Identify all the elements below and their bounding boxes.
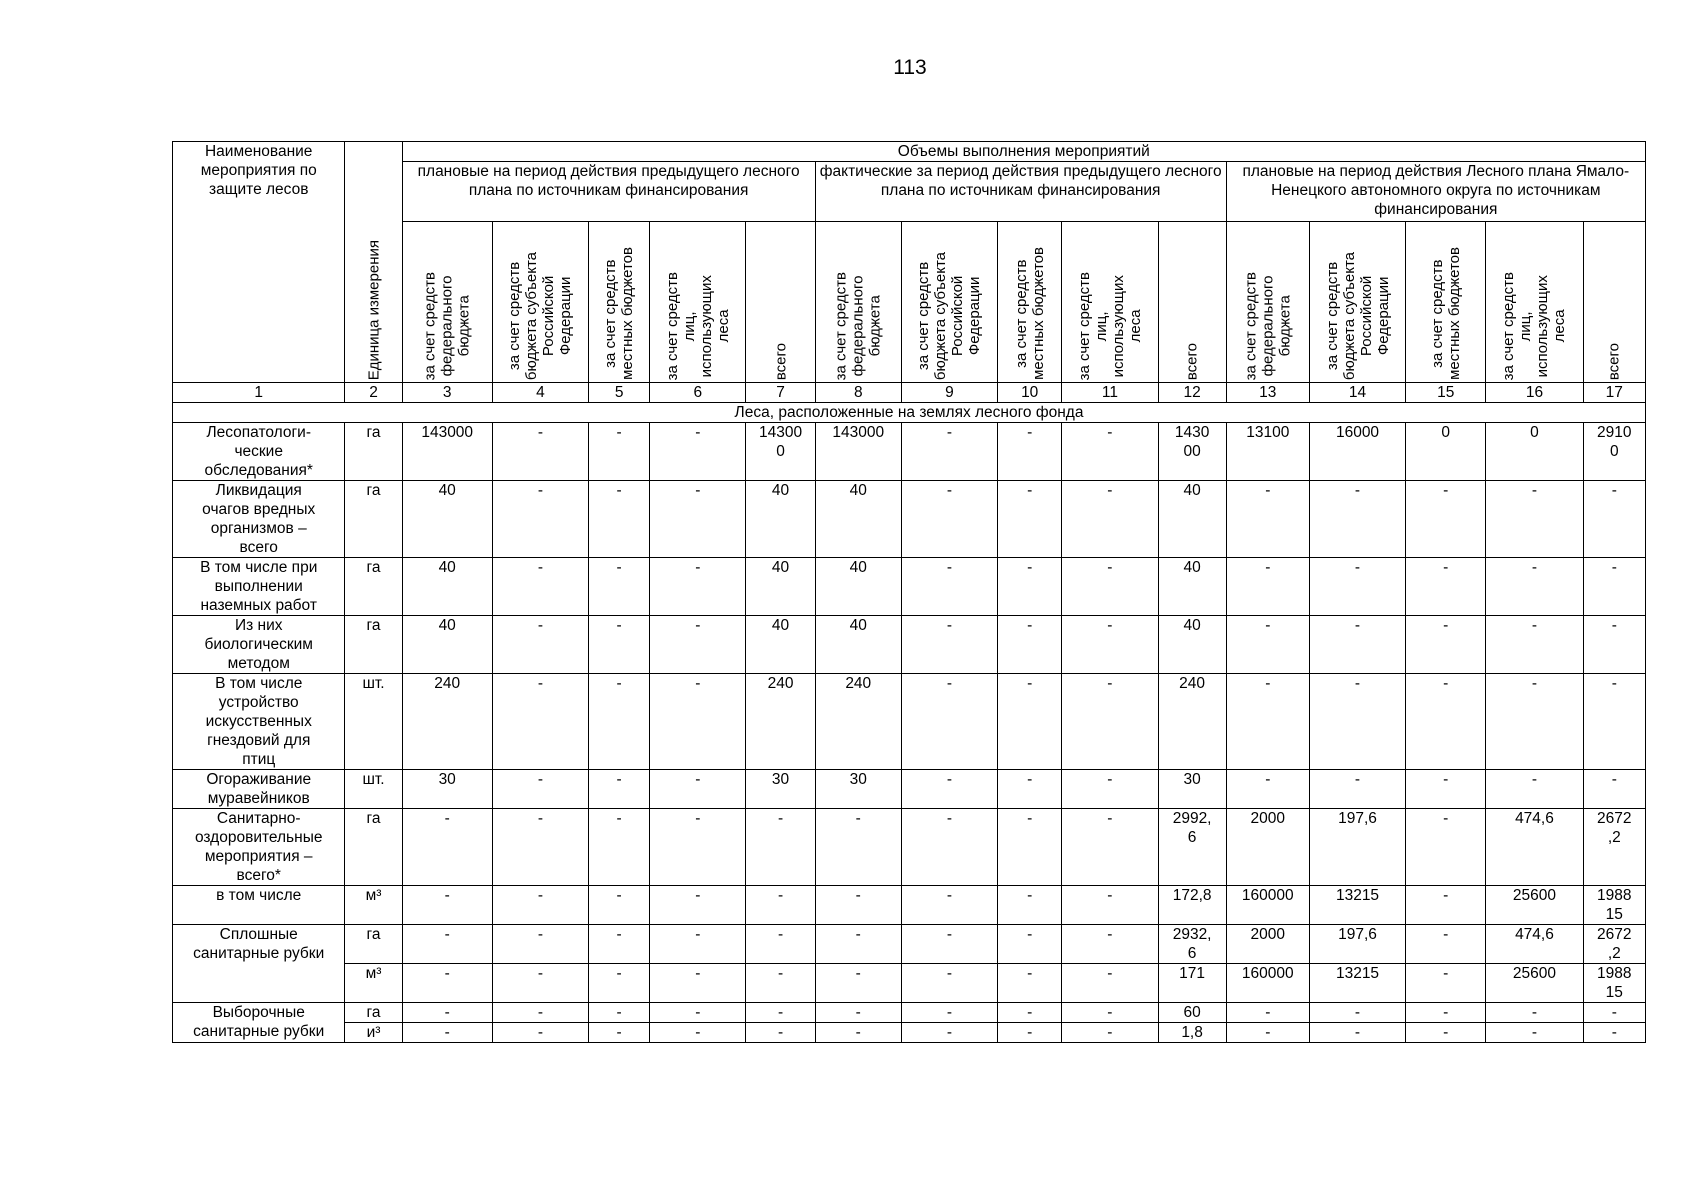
row-value: - xyxy=(650,925,746,964)
row-value: 40 xyxy=(746,558,815,616)
row-value: - xyxy=(1062,616,1158,674)
row-value: - xyxy=(1062,809,1158,886)
header-sub-subject: за счет средств бюджета субъекта Российской Федерации xyxy=(492,222,588,383)
table-row xyxy=(173,1003,1646,1023)
row-value: - xyxy=(1226,616,1309,674)
row-value: - xyxy=(998,674,1062,770)
row-name: в том числе xyxy=(173,886,345,925)
column-number: 9 xyxy=(901,383,997,403)
row-value: - xyxy=(589,925,650,964)
row-value: - xyxy=(650,964,746,1003)
column-number: 11 xyxy=(1062,383,1158,403)
row-unit: м³ xyxy=(345,964,402,1003)
row-name: Ликвидация очагов вредных организмов – всего xyxy=(173,481,345,558)
row-value: - xyxy=(492,925,588,964)
row-value: - xyxy=(1486,770,1583,809)
row-value: - xyxy=(1406,964,1486,1003)
row-value: - xyxy=(650,616,746,674)
row-unit: шт. xyxy=(345,674,402,770)
row-value: 143000 xyxy=(402,423,492,481)
header-sub-federal: за счет средств федерального бюджета xyxy=(402,222,492,383)
row-value: - xyxy=(1309,1023,1405,1043)
row-value: 2672 ,2 xyxy=(1583,809,1645,886)
row-unit: шт. xyxy=(345,770,402,809)
row-value: - xyxy=(1486,1003,1583,1023)
row-value: - xyxy=(1583,481,1645,558)
row-value: 240 xyxy=(746,674,815,770)
row-name: Санитарно- оздоровительные мероприятия – всего* xyxy=(173,809,345,886)
row-value: - xyxy=(492,423,588,481)
header-sub-local: за счет средств местных бюджетов xyxy=(589,222,650,383)
row-value: 474,6 xyxy=(1486,925,1583,964)
row-name: Выборочные санитарные рубки xyxy=(173,1003,345,1043)
row-value: 197,6 xyxy=(1309,925,1405,964)
row-value: - xyxy=(650,423,746,481)
row-value: - xyxy=(998,770,1062,809)
column-number: 5 xyxy=(589,383,650,403)
header-sub-local: за счет средств местных бюджетов xyxy=(1406,222,1486,383)
row-value: - xyxy=(998,1003,1062,1023)
row-value: - xyxy=(589,481,650,558)
row-value: - xyxy=(492,481,588,558)
row-value: - xyxy=(815,1023,901,1043)
row-value: 40 xyxy=(402,481,492,558)
row-value: - xyxy=(650,770,746,809)
row-value: - xyxy=(1406,558,1486,616)
header-group-new-plan: плановые на период действия Лесного плана Ямало-Ненецкого автономного округа по источникам финансирования xyxy=(1226,162,1645,222)
row-value: - xyxy=(1226,674,1309,770)
row-unit: га xyxy=(345,925,402,964)
row-value: 143000 xyxy=(815,423,901,481)
row-value: 2910 0 xyxy=(1583,423,1645,481)
row-value: 40 xyxy=(815,481,901,558)
table-row xyxy=(173,423,1646,481)
row-value: 197,6 xyxy=(1309,809,1405,886)
row-value: - xyxy=(815,886,901,925)
row-value: 1,8 xyxy=(1158,1023,1226,1043)
row-value: - xyxy=(998,964,1062,1003)
row-value: - xyxy=(901,423,997,481)
row-value: 40 xyxy=(402,616,492,674)
row-value: - xyxy=(1583,1023,1645,1043)
row-value: - xyxy=(1062,770,1158,809)
column-number: 12 xyxy=(1158,383,1226,403)
row-name: В том числе при выполнении наземных работ xyxy=(173,558,345,616)
row-name: Сплошные санитарные рубки xyxy=(173,925,345,1003)
row-value: - xyxy=(1406,1023,1486,1043)
row-value: - xyxy=(589,1023,650,1043)
row-value: 1988 15 xyxy=(1583,886,1645,925)
row-value: 30 xyxy=(746,770,815,809)
row-value: - xyxy=(1226,558,1309,616)
row-value: 172,8 xyxy=(1158,886,1226,925)
row-value: - xyxy=(492,616,588,674)
row-value: 13100 xyxy=(1226,423,1309,481)
row-value: - xyxy=(589,558,650,616)
row-value: - xyxy=(998,481,1062,558)
header-sub-federal: за счет средств федерального бюджета xyxy=(815,222,901,383)
header-sub-total: всего xyxy=(746,222,815,383)
row-value: - xyxy=(1406,616,1486,674)
row-value: - xyxy=(402,964,492,1003)
column-number: 13 xyxy=(1226,383,1309,403)
row-value: - xyxy=(746,809,815,886)
header-sub-total: всего xyxy=(1158,222,1226,383)
row-value: - xyxy=(402,1023,492,1043)
row-value: 14300 0 xyxy=(746,423,815,481)
row-value: - xyxy=(1486,1023,1583,1043)
row-value: - xyxy=(901,809,997,886)
row-value: 474,6 xyxy=(1486,809,1583,886)
header-sub-persons: за счет средств лиц, использующих леса xyxy=(1062,222,1158,383)
row-value: - xyxy=(901,674,997,770)
column-number: 17 xyxy=(1583,383,1645,403)
row-name: Лесопатологи- ческие обследования* xyxy=(173,423,345,481)
row-value: - xyxy=(746,964,815,1003)
row-value: 1988 15 xyxy=(1583,964,1645,1003)
row-value: - xyxy=(650,886,746,925)
column-number: 6 xyxy=(650,383,746,403)
table-row xyxy=(173,964,1646,1003)
row-value: - xyxy=(650,558,746,616)
row-value: 40 xyxy=(402,558,492,616)
row-value: - xyxy=(650,481,746,558)
row-value: 0 xyxy=(1486,423,1583,481)
row-value: - xyxy=(1062,558,1158,616)
row-value: 13215 xyxy=(1309,964,1405,1003)
header-volumes: Объемы выполнения мероприятий xyxy=(402,142,1645,162)
row-value: - xyxy=(589,423,650,481)
row-value: - xyxy=(492,1023,588,1043)
header-sub-persons: за счет средств лиц, использующих леса xyxy=(650,222,746,383)
row-value: - xyxy=(1406,886,1486,925)
row-value: 240 xyxy=(1158,674,1226,770)
row-value: 40 xyxy=(1158,616,1226,674)
row-value: - xyxy=(492,1003,588,1023)
table-row xyxy=(173,770,1646,809)
row-value: - xyxy=(589,964,650,1003)
row-value: - xyxy=(1406,674,1486,770)
row-value: - xyxy=(1062,1003,1158,1023)
row-value: - xyxy=(901,481,997,558)
row-value: - xyxy=(815,809,901,886)
row-value: - xyxy=(1226,1003,1309,1023)
table-row xyxy=(173,1023,1646,1043)
row-value: - xyxy=(1406,925,1486,964)
header-group-prev-fact: фактические за период действия предыдущего лесного плана по источникам финансирования xyxy=(815,162,1226,222)
row-value: - xyxy=(1062,1023,1158,1043)
row-value: - xyxy=(746,1003,815,1023)
row-value: - xyxy=(901,886,997,925)
table-row xyxy=(173,674,1646,770)
row-value: - xyxy=(815,1003,901,1023)
header-sub-subject: за счет средств бюджета субъекта Российской Федерации xyxy=(1309,222,1405,383)
row-value: - xyxy=(1062,886,1158,925)
row-value: 40 xyxy=(1158,481,1226,558)
row-value: - xyxy=(650,1023,746,1043)
row-value: 30 xyxy=(402,770,492,809)
row-value: - xyxy=(402,925,492,964)
row-value: - xyxy=(901,1003,997,1023)
row-value: - xyxy=(1062,481,1158,558)
row-value: - xyxy=(1226,770,1309,809)
row-value: - xyxy=(402,1003,492,1023)
page-number: 113 xyxy=(893,56,927,79)
row-value: - xyxy=(901,558,997,616)
row-value: - xyxy=(1309,558,1405,616)
row-value: - xyxy=(1583,616,1645,674)
row-value: 160000 xyxy=(1226,886,1309,925)
row-unit: га xyxy=(345,423,402,481)
table-row xyxy=(173,481,1646,558)
row-value: 2000 xyxy=(1226,925,1309,964)
row-value: - xyxy=(492,770,588,809)
column-number: 3 xyxy=(402,383,492,403)
row-unit: и³ xyxy=(345,1023,402,1043)
row-value: 40 xyxy=(746,481,815,558)
column-number: 10 xyxy=(998,383,1062,403)
column-number: 14 xyxy=(1309,383,1405,403)
column-number: 7 xyxy=(746,383,815,403)
row-unit: га xyxy=(345,481,402,558)
header-unit-col: Единица измерения xyxy=(345,142,402,383)
row-value: 40 xyxy=(746,616,815,674)
header-sub-federal: за счет средств федерального бюджета xyxy=(1226,222,1309,383)
header-sub-local: за счет средств местных бюджетов xyxy=(998,222,1062,383)
row-value: - xyxy=(1406,770,1486,809)
row-value: 30 xyxy=(1158,770,1226,809)
row-value: 25600 xyxy=(1486,964,1583,1003)
row-value: - xyxy=(1406,1003,1486,1023)
row-value: 40 xyxy=(815,558,901,616)
column-number-row xyxy=(173,383,1646,403)
column-number: 15 xyxy=(1406,383,1486,403)
column-number: 1 xyxy=(173,383,345,403)
row-value: 40 xyxy=(1158,558,1226,616)
row-value: - xyxy=(650,1003,746,1023)
column-number: 4 xyxy=(492,383,588,403)
row-value: - xyxy=(1583,770,1645,809)
table-row xyxy=(173,558,1646,616)
row-value: 40 xyxy=(815,616,901,674)
row-value: - xyxy=(998,558,1062,616)
row-value: - xyxy=(1309,770,1405,809)
row-value: - xyxy=(1486,481,1583,558)
row-value: - xyxy=(650,809,746,886)
row-value: - xyxy=(998,423,1062,481)
row-value: 240 xyxy=(815,674,901,770)
row-name: Огораживание муравейников xyxy=(173,770,345,809)
row-value: - xyxy=(1062,674,1158,770)
table-row xyxy=(173,925,1646,964)
row-name: Из них биологическим методом xyxy=(173,616,345,674)
row-value: 0 xyxy=(1406,423,1486,481)
row-value: - xyxy=(1406,809,1486,886)
table-row xyxy=(173,809,1646,886)
row-value: - xyxy=(492,674,588,770)
row-value: - xyxy=(589,770,650,809)
row-value: 171 xyxy=(1158,964,1226,1003)
column-number: 8 xyxy=(815,383,901,403)
row-value: - xyxy=(998,616,1062,674)
row-value: - xyxy=(998,809,1062,886)
row-value: - xyxy=(1486,558,1583,616)
forest-protection-table xyxy=(172,141,1646,1043)
row-value: 240 xyxy=(402,674,492,770)
row-value: 16000 xyxy=(1309,423,1405,481)
row-unit: га xyxy=(345,558,402,616)
row-value: - xyxy=(402,886,492,925)
row-value: 2992, 6 xyxy=(1158,809,1226,886)
row-value: - xyxy=(998,1023,1062,1043)
row-value: - xyxy=(746,886,815,925)
row-value: 13215 xyxy=(1309,886,1405,925)
row-value: 2932, 6 xyxy=(1158,925,1226,964)
row-value: - xyxy=(901,770,997,809)
row-value: - xyxy=(402,809,492,886)
row-unit: м³ xyxy=(345,886,402,925)
row-value: 25600 xyxy=(1486,886,1583,925)
row-value: - xyxy=(901,616,997,674)
row-value: - xyxy=(815,925,901,964)
row-unit: га xyxy=(345,809,402,886)
table-row xyxy=(173,616,1646,674)
row-value: 2000 xyxy=(1226,809,1309,886)
row-value: 60 xyxy=(1158,1003,1226,1023)
row-value: - xyxy=(1309,674,1405,770)
row-value: - xyxy=(901,1023,997,1043)
row-value: - xyxy=(746,925,815,964)
row-value: - xyxy=(492,886,588,925)
row-value: - xyxy=(901,925,997,964)
row-value: - xyxy=(650,674,746,770)
row-value: - xyxy=(1062,925,1158,964)
row-value: - xyxy=(1226,481,1309,558)
column-number: 16 xyxy=(1486,383,1583,403)
row-value: - xyxy=(492,964,588,1003)
row-value: - xyxy=(1062,423,1158,481)
row-value: - xyxy=(589,674,650,770)
row-value: - xyxy=(1309,616,1405,674)
table-row xyxy=(173,886,1646,925)
row-value: - xyxy=(901,964,997,1003)
row-value: - xyxy=(589,809,650,886)
row-value: - xyxy=(1486,674,1583,770)
row-value: - xyxy=(589,1003,650,1023)
row-name: В том числе устройство искусственных гнездовий для птиц xyxy=(173,674,345,770)
row-value: - xyxy=(1309,481,1405,558)
row-value: - xyxy=(589,886,650,925)
row-value: - xyxy=(492,558,588,616)
row-value: 160000 xyxy=(1226,964,1309,1003)
header-sub-subject: за счет средств бюджета субъекта Российской Федерации xyxy=(901,222,997,383)
row-value: - xyxy=(1486,616,1583,674)
row-unit: га xyxy=(345,1003,402,1023)
row-value: 30 xyxy=(815,770,901,809)
row-value: - xyxy=(492,809,588,886)
row-value: - xyxy=(815,964,901,1003)
row-value: - xyxy=(998,886,1062,925)
row-value: - xyxy=(1062,964,1158,1003)
row-value: - xyxy=(746,1023,815,1043)
row-value: 2672 ,2 xyxy=(1583,925,1645,964)
header-name-col: Наименование мероприятия по защите лесов xyxy=(173,142,345,383)
column-number: 2 xyxy=(345,383,402,403)
row-value: - xyxy=(1406,481,1486,558)
row-value: - xyxy=(1226,1023,1309,1043)
row-value: 1430 00 xyxy=(1158,423,1226,481)
header-sub-total: всего xyxy=(1583,222,1645,383)
header-group-prev-plan: плановые на период действия предыдущего лесного плана по источникам финансирования xyxy=(402,162,815,222)
row-value: - xyxy=(998,925,1062,964)
row-unit: га xyxy=(345,616,402,674)
row-value: - xyxy=(1583,558,1645,616)
header-sub-persons: за счет средств лиц, использующих леса xyxy=(1486,222,1583,383)
row-value: - xyxy=(1583,1003,1645,1023)
row-value: - xyxy=(1309,1003,1405,1023)
section-title: Леса, расположенные на землях лесного фонда xyxy=(173,403,1646,423)
row-value: - xyxy=(1583,674,1645,770)
row-value: - xyxy=(589,616,650,674)
